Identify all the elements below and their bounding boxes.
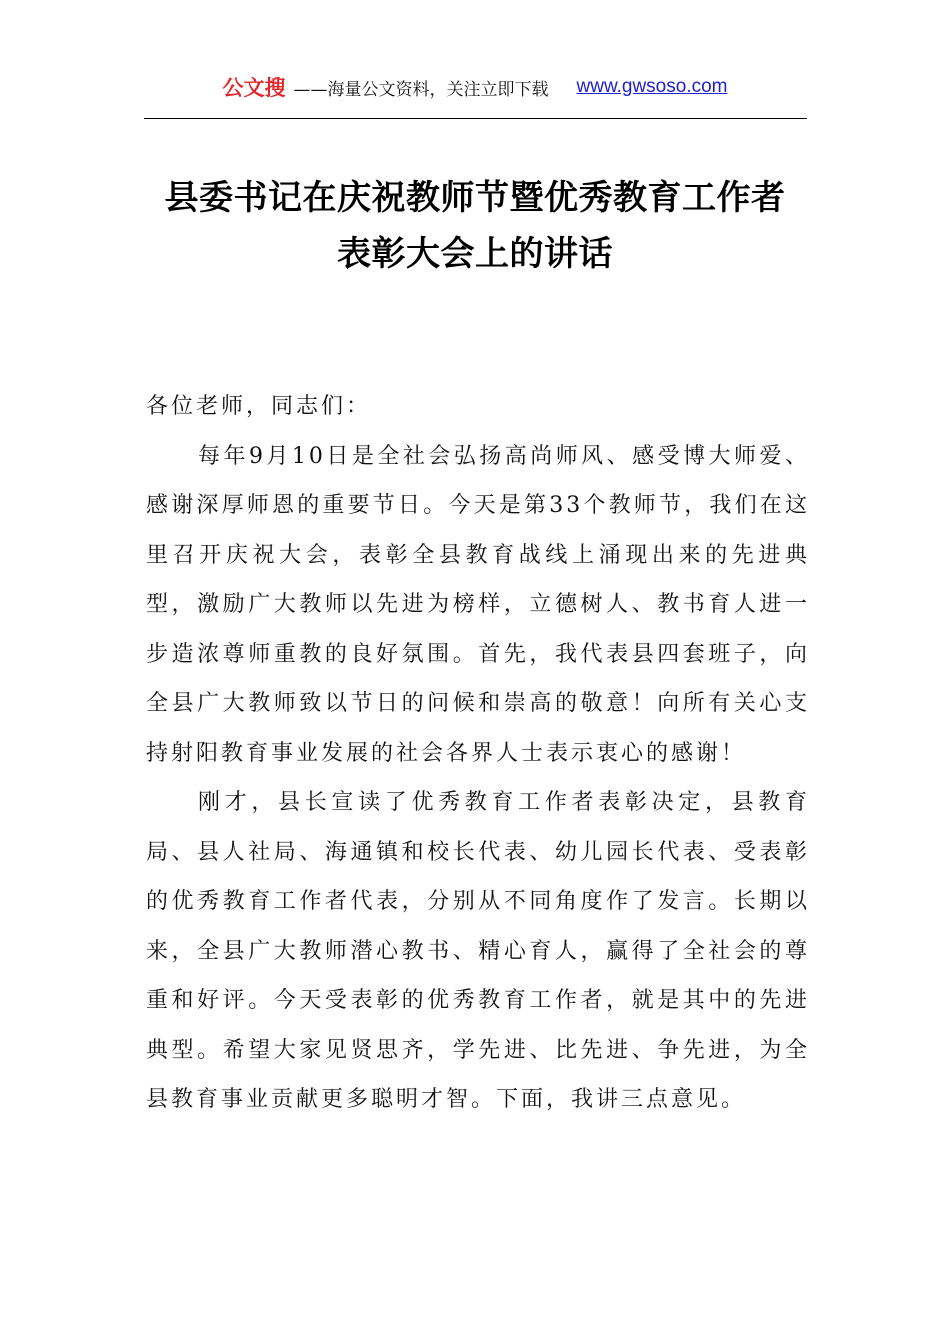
body-paragraph-1: 每年9月10日是全社会弘扬高尚师风、感受博大师爱、感谢深厚师恩的重要节日。今天是第33个教师节，我们在这里召开庆祝大会，表彰全县教育战线上涌现出来的先进典型，激励广大教师以先进为榜样，立德树人、教书育人进一步造浓尊师重教的良好氛围。首先，我代表县四套班子，向全县广大教师致以节日的问候和崇高的敬意！向所有关心支持射阳教育事业发展的社会各界人士表示衷心的感谢！	[146, 443, 810, 766]
document-title	[100, 170, 850, 282]
header-divider	[144, 118, 807, 119]
title-line-1: 县委书记在庆祝教师节暨优秀教育工作者	[164, 178, 786, 218]
salutation: 各位老师，同志们：	[146, 394, 372, 419]
header-slogan: ——海量公文资料，关注立即下载	[293, 79, 549, 100]
brand-logo-text: 公文搜	[222, 76, 286, 100]
page-header	[0, 72, 950, 102]
title-line-2: 表彰大会上的讲话	[337, 234, 613, 274]
site-link[interactable]: www.gwsoso.com	[576, 76, 728, 97]
document-body	[146, 382, 810, 1125]
body-paragraph-2: 刚才，县长宣读了优秀教育工作者表彰决定，县教育局、县人社局、海通镇和校长代表、幼儿园长代表、受表彰的优秀教育工作者代表，分别从不同角度作了发言。长期以来，全县广大教师潜心教书、精心育人，赢得了全社会的尊重和好评。今天受表彰的优秀教育工作者，就是其中的先进典型。希望大家见贤思齐，学先进、比先进、争先进，为全县教育事业贡献更多聪明才智。下面，我讲三点意见。	[146, 790, 810, 1112]
